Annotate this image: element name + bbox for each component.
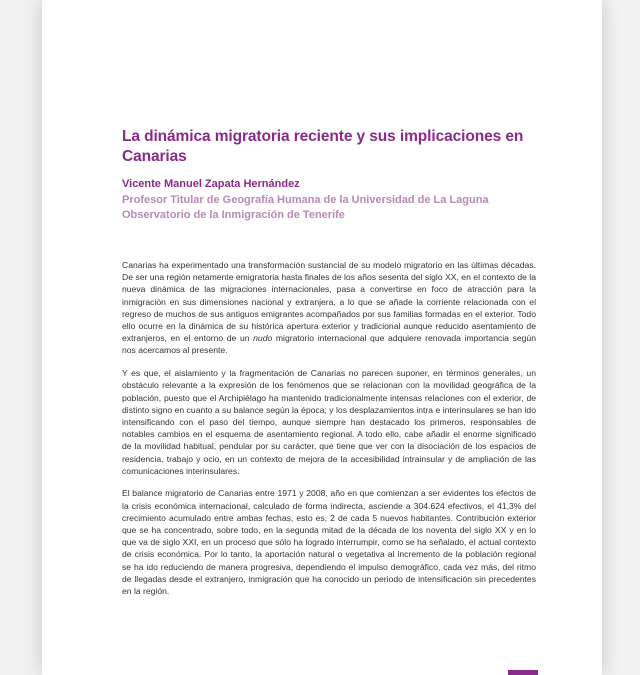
paragraph-1-emphasis: nudo <box>253 333 273 344</box>
paragraph-2: Y es que, el aislamiento y la fragmentación de Canarias no parecen suponer, en términos generales, un obstáculo relevante a la expresión de los fenómenos que se relacionan con la movilidad geográfica de la población, puesto que el Archipiélago ha mantenido tradicionalmente intensas relaciones con el exterior, de distinto signo en cuanto a su balance según la época; y los desplazamientos intra e interinsulares se han ido intensificando con el paso del tiempo, aunque siempre han destacado los primeros, responsables de notables cambios en el esquema de asentamiento regional. A todo ello, cabe añadir el enorme significado de la movilidad habitual, pendular por su carácter, que tiene que ver con la disociación de los espacios de residencia, trabajo y ocio, en un contexto de mejora de la accesibilidad intrainsular y de ampliación de las comunicaciones interinsulares. <box>122 368 536 476</box>
author-block <box>122 177 562 224</box>
paragraph-3: El balance migratorio de Canarias entre 1971 y 2008, año en que comienzan a ser evidentes los efectos de la crisis económica internacional, calculado de forma indirecta, asciende a 304.624 efectivos, el 41,3% del crecimiento acumulado entre ambas fechas, esto es, 2 de cada 5 nuevos habitantes. Contribución exterior que se ha concentrado, sobre todo, en la segunda mitad de la década de los noventa del siglo XX y en lo que va de siglo XXI, en un proceso que sólo ha logrado interrumpir, como se ha señalado, el actual contexto de crisis económica. Por lo tanto, la aportación natural o vegetativa al incremento de la población regional se ha ido reduciendo de manera progresiva, dependiendo el impulso demográfico, cada vez más, del ritmo de llegadas desde el extranjero, inmigración que ha conocido un periodo de intensificación sin precedentes en la región. <box>122 488 536 597</box>
paragraph-1-text-b: migratorio internacional que adquiere renovada importancia según nos acercamos al presente. <box>122 333 536 356</box>
author-observatory: Observatorio de la Inmigración de Tenerife <box>122 209 345 221</box>
article-title: La dinámica migratoria reciente y sus implicaciones en Canarias <box>122 128 524 165</box>
paragraph-1 <box>122 259 536 357</box>
author-affiliation: Profesor Titular de Geografía Humana de la Universidad de La Laguna <box>122 193 489 206</box>
author-name: Vicente Manuel Zapata Hernández <box>122 178 300 190</box>
document-page <box>42 0 602 675</box>
paragraph-1-text-a: Canarias ha experimentado una transformación sustancial de su modelo migratorio en las últimas décadas. De ser una región netamente emigratoria hasta finales de los años sesenta del siglo XX, en el contexto de la nueva dinámica de las migraciones internacionales, pasa a convertirse en foco de atracción para la inmigración en sus dimensiones nacional y extranjera, a lo que se añade la corriente relacionada con el regreso de muchos de sus antiguos emigrantes acompañados por sus familias formadas en el exterior. Todo ello ocurre en la dinámica de su histórica apertura exterior y tradicional aunque reducido asentamiento de extranjeros, en el entorno de un <box>122 260 536 344</box>
article-body <box>122 259 536 597</box>
page-corner-mark <box>508 670 538 675</box>
